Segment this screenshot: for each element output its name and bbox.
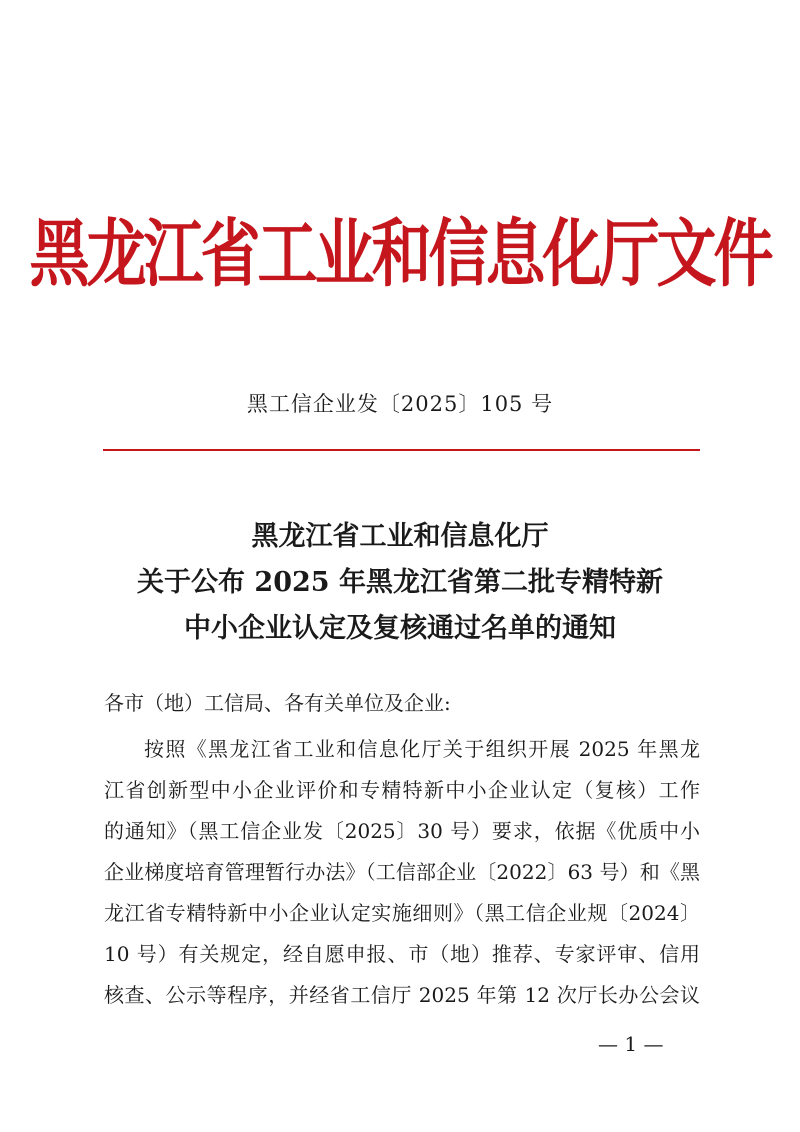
body-line: 10 号）有关规定，经自愿申报、市（地）推荐、专家评审、信用 (104, 942, 700, 966)
notice-title-line: 中小企业认定及复核通过名单的通知 (184, 613, 616, 644)
notice-title-line: 黑龙江省工业和信息化厅 (251, 521, 549, 552)
salutation: 各市（地）工信局、各有关单位及企业: (104, 691, 451, 715)
body-line: 的通知》（黑工信企业发〔2025〕30 号）要求，依据《优质中小 (104, 819, 700, 843)
body-line: 按照《黑龙江省工业和信息化厅关于组织开展 2025 年黑龙 (144, 737, 700, 761)
red-divider-rule (103, 449, 700, 451)
body-paragraph (104, 729, 700, 1016)
body-line: 企业梯度培育管理暂行办法》（工信部企业〔2022〕63 号）和《黑 (104, 860, 700, 884)
page-number: — 1 — (598, 1032, 664, 1056)
notice-title-line: 关于公布 2025 年黑龙江省第二批专精特新 (137, 567, 663, 598)
body-line: 核查、公示等程序，并经省工信厅 2025 年第 12 次厅长办公会议 (104, 983, 700, 1007)
body-line: 龙江省专精特新中小企业认定实施细则》（黑工信企业规〔2024〕 (104, 901, 700, 925)
notice-title (0, 514, 800, 652)
document-number: 黑工信企业发〔2025〕105 号 (246, 392, 554, 416)
body-line: 江省创新型中小企业评价和专精特新中小企业认定（复核）工作 (104, 778, 700, 802)
document-header-title: 黑龙江省工业和信息化厅文件 (29, 211, 771, 298)
